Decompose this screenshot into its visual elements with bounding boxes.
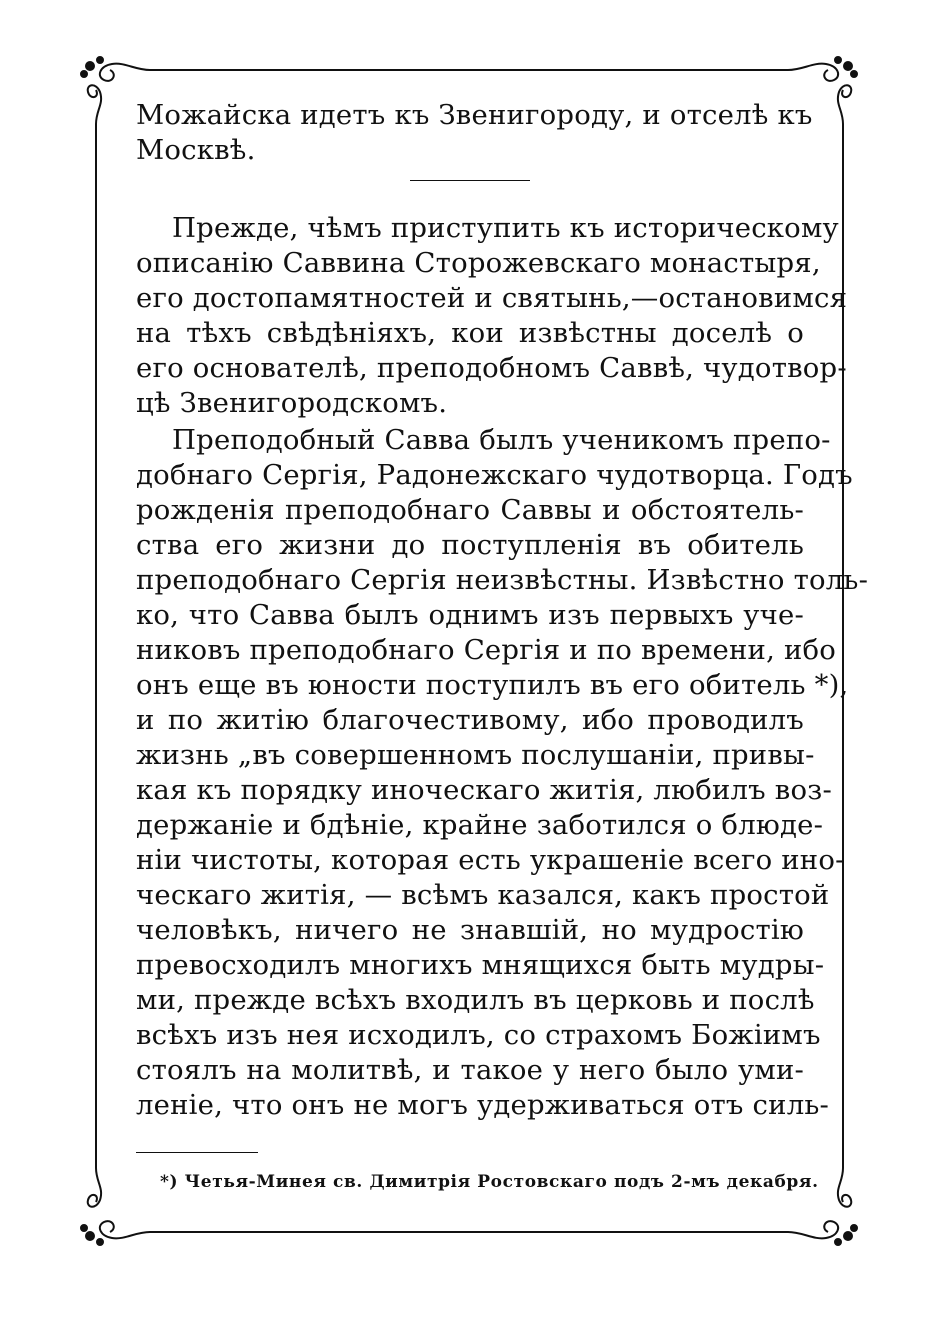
text-line: ческаго житія, — всѣмъ казался, какъ простой — [136, 879, 830, 911]
text-line: онъ еще въ юности поступилъ въ его обитель *), — [136, 669, 849, 701]
text-line: держаніе и бдѣніе, крайне заботился о блюде- — [136, 809, 824, 841]
text-line: Преподобный Савва былъ ученикомъ препо- — [172, 424, 831, 456]
text-line: его основателѣ, преподобномъ Саввѣ, чудотвор- — [136, 352, 847, 384]
text-line: Можайска идетъ къ Звенигороду, и отселѣ къ — [136, 99, 813, 131]
text-line: цѣ Звенигородскомъ. — [136, 387, 448, 419]
text-line: добнаго Сергія, Радонежскаго чудотворца. Годъ — [136, 459, 853, 491]
text-line: всѣхъ изъ нея исходилъ, со страхомъ Божіимъ — [136, 1019, 821, 1051]
footnote-rule — [136, 1152, 258, 1153]
corner-ornament-bottom-left-icon — [81, 1168, 150, 1245]
text-line: описанію Саввина Сторожевскаго монастыря, — [136, 247, 821, 279]
text-line: его достопамятностей и святынь,—остановимся — [136, 282, 848, 314]
text-line: преподобнаго Сергія неизвѣстны. Извѣстно толь- — [136, 564, 869, 596]
text-line: человѣкъ, ничего не знавшій, но мудростію — [136, 914, 804, 946]
text-line: стоялъ на молитвѣ, и такое у него было уми- — [136, 1054, 804, 1086]
text-line: ства его жизни до поступленія въ обитель — [136, 529, 804, 561]
text-line: и по житію благочестивому, ибо проводилъ — [136, 704, 804, 736]
text-line: ко, что Савва былъ однимъ изъ первыхъ уче- — [136, 599, 804, 631]
section-divider — [410, 180, 530, 181]
text-line: кая къ порядку иноческаго житія, любилъ воз- — [136, 774, 832, 806]
footnote: *) Четья-Минея св. Димитрія Ростовскаго подъ 2-мъ декабря. — [160, 1172, 819, 1192]
text-line: ми, прежде всѣхъ входилъ въ церковь и послѣ — [136, 984, 815, 1016]
text-line: никовъ преподобнаго Сергія и по времени, ибо — [136, 634, 837, 666]
text-line: ніи чистоты, которая есть украшеніе всего ино- — [136, 844, 845, 876]
text-line: жизнь „въ совершенномъ послушаніи, привы- — [136, 739, 815, 771]
text-line: Москвѣ. — [136, 134, 256, 166]
text-line: леніе, что онъ не могъ удерживаться отъ силь- — [136, 1089, 830, 1121]
text-line: превосходилъ многихъ мнящихся быть мудры- — [136, 949, 825, 981]
body-text — [136, 98, 869, 1123]
text-line: рожденія преподобнаго Саввы и обстоятель- — [136, 494, 804, 526]
text-line: Прежде, чѣмъ приступить къ историческому — [172, 212, 839, 244]
text-line: на тѣхъ свѣдѣніяхъ, кои извѣстны доселѣ о — [136, 317, 804, 349]
